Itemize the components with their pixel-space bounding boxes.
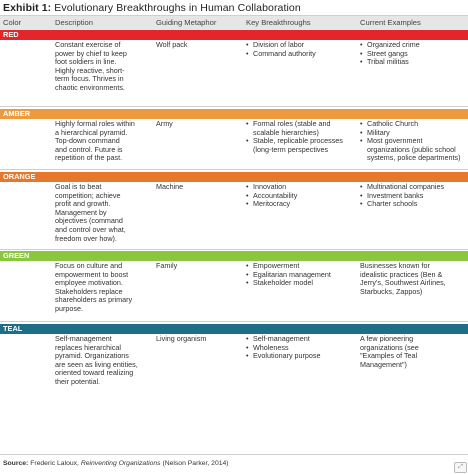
metaphor-cell: Wolf pack bbox=[156, 40, 188, 49]
list-item: • Division of labor bbox=[246, 41, 358, 50]
description-line: pyramid. Organizations bbox=[55, 351, 129, 361]
row-divider bbox=[0, 321, 468, 322]
description-line: freedom over how). bbox=[55, 233, 117, 243]
description-line: power by chief to keep bbox=[55, 48, 127, 58]
list-item: • Organized crime bbox=[360, 41, 466, 50]
band-teal: TEAL bbox=[0, 324, 468, 334]
breakthroughs-list bbox=[246, 41, 358, 58]
exhibit-title-text: Evolutionary Breakthroughs in Human Collaboration bbox=[51, 2, 301, 14]
description-line: and control over what, bbox=[55, 224, 126, 234]
list-item: • Stakeholder model bbox=[246, 279, 358, 288]
examples-line: "Examples of Teal bbox=[360, 351, 418, 361]
breakthroughs-list bbox=[246, 120, 358, 154]
description-line: replaces hierarchical bbox=[55, 342, 121, 352]
examples-cell bbox=[360, 335, 466, 369]
breakthroughs-list bbox=[246, 183, 358, 209]
header-current-examples: Current Examples bbox=[360, 18, 421, 27]
description-line: employee motivation. bbox=[55, 278, 123, 288]
list-item: • Most government organizations (public school systems, police departments) bbox=[360, 137, 466, 163]
description-line: shareholders as primary bbox=[55, 295, 133, 305]
list-item: • Tribal militias bbox=[360, 58, 466, 67]
description-cell bbox=[55, 262, 150, 314]
metaphor-cell: Living organism bbox=[156, 334, 207, 343]
exhibit-title bbox=[3, 2, 301, 14]
list-item: • Formal roles (stable and scalable hierarchies) bbox=[246, 120, 358, 137]
examples-cell bbox=[360, 262, 466, 296]
description-line: term focus. Thrives in bbox=[55, 74, 124, 84]
examples-list bbox=[360, 41, 466, 67]
list-item: • Military bbox=[360, 129, 466, 138]
list-item: • Command authority bbox=[246, 50, 358, 59]
description-line: are seen as living entities, bbox=[55, 359, 138, 369]
description-line: empowerment to boost bbox=[55, 269, 129, 279]
description-line: Stakeholders replace bbox=[55, 286, 123, 296]
table-bottom-rule bbox=[0, 454, 468, 455]
breakthroughs-list bbox=[246, 335, 358, 361]
band-amber: AMBER bbox=[0, 109, 468, 119]
description-line: Highly formal roles within bbox=[55, 119, 135, 128]
examples-line: organizations (see bbox=[360, 342, 419, 352]
description-line: their potential. bbox=[55, 376, 101, 386]
examples-line: Businesses known for bbox=[360, 261, 430, 270]
description-line: Goal is to beat bbox=[55, 182, 102, 191]
row-divider bbox=[0, 249, 468, 250]
source-note bbox=[3, 460, 229, 467]
list-item: • Meritocracy bbox=[246, 200, 358, 209]
list-item: • Evolutionary purpose bbox=[246, 352, 358, 361]
source-publisher: (Nelson Parker, 2014) bbox=[160, 460, 229, 467]
band-red: RED bbox=[0, 30, 468, 40]
list-item: • Street gangs bbox=[360, 50, 466, 59]
examples-list bbox=[360, 183, 466, 209]
row-divider bbox=[0, 106, 468, 107]
description-cell bbox=[55, 120, 150, 163]
examples-line: A few pioneering bbox=[360, 334, 414, 343]
list-item: • Multinational companies bbox=[360, 183, 466, 192]
description-line: Constant exercise of bbox=[55, 40, 121, 49]
breakthroughs-list bbox=[246, 262, 358, 288]
examples-line: idealistic practices (Ben & bbox=[360, 269, 443, 279]
description-line: Management by bbox=[55, 207, 107, 217]
description-line: repetition of the past. bbox=[55, 153, 123, 163]
description-line: purpose. bbox=[55, 303, 83, 313]
description-line: Highly reactive, short- bbox=[55, 65, 125, 75]
examples-line: Management") bbox=[360, 359, 407, 369]
metaphor-cell: Army bbox=[156, 119, 173, 128]
list-item: • Wholeness bbox=[246, 344, 358, 353]
list-item: • Catholic Church bbox=[360, 120, 466, 129]
description-line: a hierarchical pyramid. bbox=[55, 127, 128, 137]
description-line: and control. Future is bbox=[55, 144, 123, 154]
list-item: • Accountability bbox=[246, 192, 358, 201]
description-line: Top-down command bbox=[55, 136, 120, 146]
header-key-breakthroughs: Key Breakthroughs bbox=[246, 18, 311, 27]
table-header bbox=[0, 15, 468, 30]
description-line: competition; achieve bbox=[55, 190, 121, 200]
list-item: • Self-management bbox=[246, 335, 358, 344]
source-text: Frederic Laloux, bbox=[28, 460, 81, 467]
header-color: Color bbox=[3, 18, 22, 27]
description-line: oriented toward realizing bbox=[55, 368, 134, 378]
source-book-title: Reinventing Organizations bbox=[80, 460, 161, 467]
examples-line: Jerry's, Southwest Airlines, bbox=[360, 278, 446, 288]
metaphor-cell: Family bbox=[156, 261, 178, 270]
list-item: • Egalitarian management bbox=[246, 271, 358, 280]
list-item: • Charter schools bbox=[360, 200, 466, 209]
description-cell bbox=[55, 41, 150, 93]
description-line: chaotic environments. bbox=[55, 82, 125, 92]
description-line: Focus on culture and bbox=[55, 261, 123, 270]
description-cell bbox=[55, 335, 150, 387]
list-item: • Innovation bbox=[246, 183, 358, 192]
list-item: • Empowerment bbox=[246, 262, 358, 271]
header-guiding-metaphor: Guiding Metaphor bbox=[156, 18, 217, 27]
header-description: Description bbox=[55, 18, 93, 27]
list-item: • Stable, replicable processes (long-term perspectives bbox=[246, 137, 358, 154]
list-item: • Investment banks bbox=[360, 192, 466, 201]
description-line: objectives (command bbox=[55, 216, 123, 226]
expand-icon[interactable]: ⤢ bbox=[454, 462, 467, 473]
band-orange: ORANGE bbox=[0, 172, 468, 182]
row-divider bbox=[0, 169, 468, 170]
exhibit-label: Exhibit 1: bbox=[3, 2, 52, 14]
description-line: profit and growth. bbox=[55, 199, 111, 209]
description-cell bbox=[55, 183, 150, 243]
metaphor-cell: Machine bbox=[156, 182, 184, 191]
source-label: Source: bbox=[3, 460, 29, 467]
examples-line: Starbucks, Zappos) bbox=[360, 286, 423, 296]
description-line: foot soldiers in line. bbox=[55, 57, 117, 67]
band-green: GREEN bbox=[0, 251, 468, 261]
examples-list bbox=[360, 120, 466, 163]
description-line: Self-management bbox=[55, 334, 112, 343]
